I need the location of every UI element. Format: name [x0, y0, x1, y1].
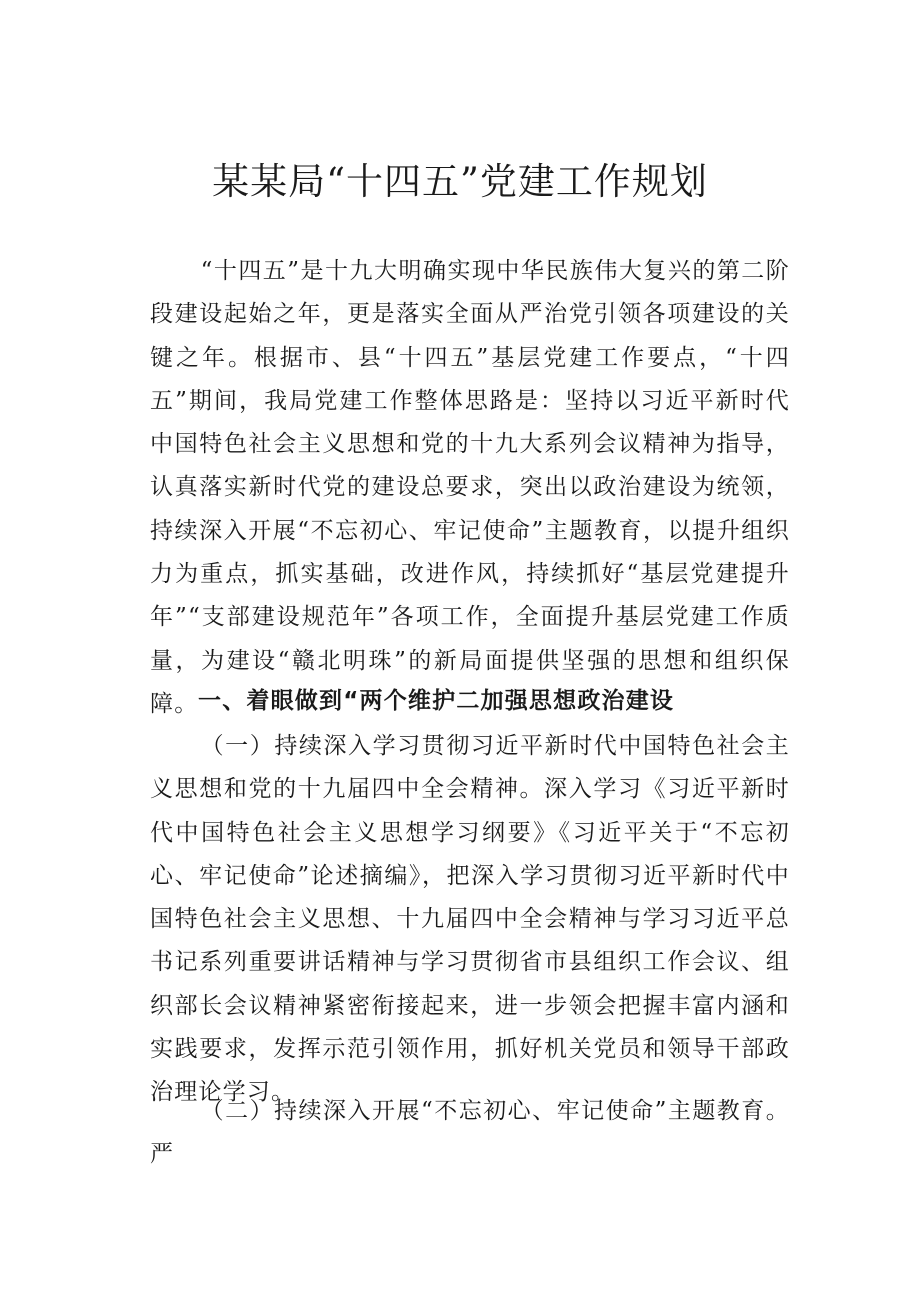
item-1-paragraph: （一）持续深入学习贯彻习近平新时代中国特色社会主义思想和党的十九届四中全会精神。深入学习《习近平新时代中国特色社会主义思想学习纲要》《习近平关于“不忘初心、牢记使命”论述摘编》，把深入学习贯彻习近平新时代中国特色社会主义思想、十九届四中全会精神与学习习近平总书记系列重要讲话精神与学习贯彻省市县组织工作会议、组织部长会议精神紧密衔接起来，进一步领会把握丰富内涵和实践要求，发挥示范引领作用，抓好机关党员和领导干部政治理论学习。 — [150, 733, 790, 1106]
intro-paragraph: “十四五”是十九大明确实现中华民族伟大复兴的第二阶段建设起始之年，更是落实全面从严治党引领各项建设的关键之年。根据市、县“十四五”基层党建工作要点，“十四五”期间，我局党建工作整体思路是：坚持以习近平新时代中国特色社会主义思想和党的十九大系列会议精神为指导，认真落实新时代党的建设总要求，突出以政治建设为统领，持续深入开展“不忘初心、牢记使命”主题教育，以提升组织力为重点，抓实基础，改进作风，持续抓好“基层党建提升年”“支部建设规范年”各项工作，全面提升基层党建工作质量，为建设“赣北明珠”的新局面提供坚强的思想和组织保障。 — [150, 258, 790, 717]
item-2-paragraph: （二）持续深入开展“不忘初心、牢记使命”主题教育。严 — [150, 1098, 790, 1168]
section-heading: 一、着眼做到“两个维护二加强思想政治建设 — [198, 688, 675, 714]
document-title: 某某局“十四五”党建工作规划 — [212, 160, 708, 203]
